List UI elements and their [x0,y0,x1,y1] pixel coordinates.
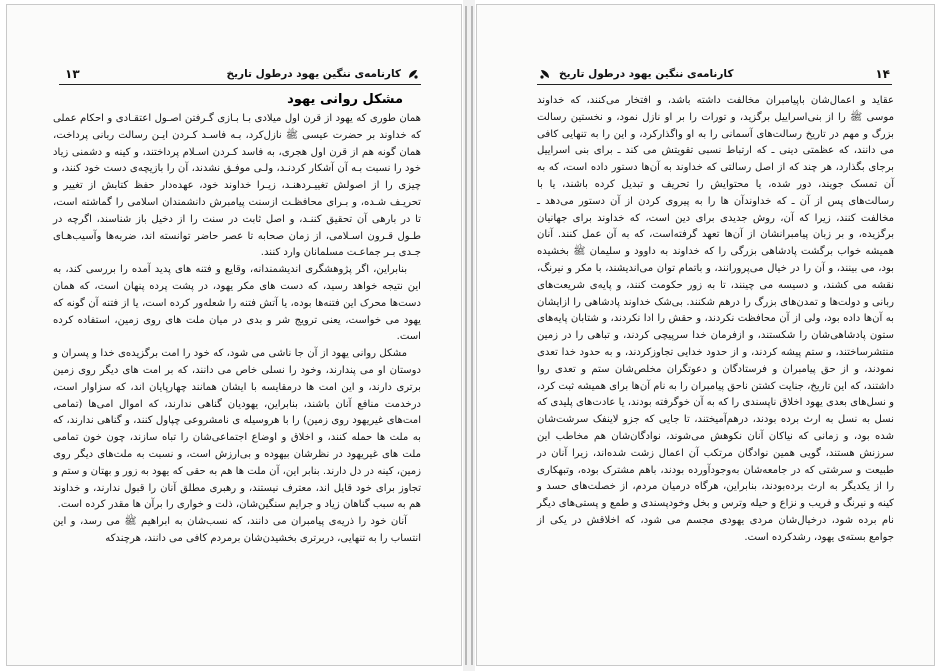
paragraph: عقاید و اعمال‌شان باپیامبران مخالفت داشته باشد، و افتخار می‌کنند، که خداوند موسی ﷺ را از بنی‌اسراییل برگزید، و تورات را بر او نازل نمود، و نخستین رسالت بزرگ و مهم در تاریخ رسالت‌های آسمانی را به او واگذارکرد، و این را به تنهایی کافی می دانند، که عظمتی دینی ـ که ارتباط نسبی تقویتش می کند ـ برای بنی اسراییل برجای بگذارد، هر چند که از اصل رسالتی که خداوند به آن‌ها دستور داده است، که به آن تمسک جویند، دور شده، یا محتوایش را تحریف و تبدیل کرده باشند، یا با رسالت‌های پس از آن ـ که خداوند‌آن ها را به پیروی کردن از آن دستور می‌دهد ـ مخالفت کنند، زیرا که آن، روش جدیدی برای دین است، که خداوند برای جهانیان برگزیده، و بر زبان پیامبرانشان از آن‌ها تعهد گرفته‌است، که به آن عمل کنند. آنان همیشه خواب برگشت پادشاهی بزرگی را که خداوند به داوود و سلیمان ﷺ بخشیده بود، می بینند، و آن را در خیال می‌پرورانند، و باتمام توان می‌اندیشند، با مکر و نیرنگ، نقشه می کشند، و دسیسه می چینند، تا به زور حکومت کنند، و پایه‌ی شریعت‌های ربانی و دولت‌ها و تمدن‌های بزرگ را درهم شکنند. بی‌شک خداوند پادشاهی را ازایشان به آن‌ها داده بود، ولی از آن محافظت نکردند، و حقش را ادا نکردند، و شتابان پایه‌های ستون پادشاهی‌شان را شکستند، و ازفرمان خدا سرپیچی کردند، و تباهی را در زمین منتشرساختند، و ستم پیشه کردند، و از حدود خدایی تجاوزکردند، و به حدود خدا تعدی نمودند، و از حق پیامبران و فرستادگان و دعوتگران مخلص‌شان ستم و تعدی روا داشتند، که این تاریخ، جنایت کشتن ناحق پیامبران را به نام آن‌ها برای همیشه ثبت کرد، و نسل‌های بعدی یهود اخلاق ناپسندی را که به آن خوگرفته بودند، یا عادت‌های پلیدی که نسل به نسل به ارث برده بودند، درهم‌آمیختند، تا جایی که جزو لاینفک سرشت‌شان شده بود، و زمانی که نیاکان آنان نکوهش می‌شوند، نوادگان‌شان هم مخاطب این سرزنش هستند، گویی همین نوادگان مرتکب آن اعمال زشت شده‌اند، زیرا آنان در طبیعت و سرشتی که در جامعه‌شان به‌وجودآورده بودند، باهم مشترک بوده، وتبهکاری را از یکدیگر به ارث برده‌بودند، بنابراین، هرگاه درمیان مردم، از خصلت‌های حسد و کینه و نیرنگ و فریب و نزاع و حیله وترس و بخل وخودپسندی و طمع و پستی‌های دیگر نام برده شود، درخیال‌شان مردی یهودی مجسم می شود، که اخلاقش در یکی از جوامع بسته‌ی یهود، رشدکرده است. [537,95,894,543]
header-rule [59,84,421,85]
left-running-title: کارنامه‌ی ننگین یهود درطول تاریخ [226,68,401,80]
left-page-header [59,67,421,85]
page-edge [471,6,473,665]
left-body-text [53,89,421,548]
right-running-title: کارنامه‌ی ننگین یهود درطول تاریخ [559,68,734,80]
right-page-number: ۱۴ [875,67,890,81]
page-edge [465,6,467,665]
right-page [476,4,935,666]
paragraph: آنان خود را ذریه‌ی پیامبران می دانند، که نسب‌شان به ابراهیم ﷺ می رسد، و این انتساب را به تنهایی، دربرتری بخشیدن‌شان برمردم کافی می دانند، هرچندکه [53,516,421,544]
paragraph: همان طوری که یهود از قرن اول میلادی بـا بـازی گـرفتن اصـول اعتقـادی و احکام عملی که خداوند بر حضرت عیسی ﷺ نازل‌کرد، بـه فاسـد کـردن ایـن رسالت ربانی پرداخت، همان گونه هم از قرن اول هجری، به فاسد کـردن اسـلام پرداختند، و کینه و دشمنی زیاد خود را نسبت بـه آن آشکار کردنـد، ولـی موفـق نشدند، آن را بازیچه‌ی دست خود کنند، و چیزی را از اصولش تغییـردهنـد، زیـرا خداوند خود، عهده‌دار حفظ کتابش از تغییر و تحریـف شـده، و بـرای محافظـت ازسنت پیامبرش دانشمندان اسلامی را گماشته است، تا در بارهی آن تحقیق کننـد، و اصل ثابت در سنت را از دخیل باز شناسند، اگرچه در طـول قـرون اسـلامی، از زمان صحابه تا عصر حاضر توانسته اند، ضربه‌ها وآسیب‌هـای جـدی بـر جماعـت مسلمانان وارد کنند. [53,113,421,259]
left-page [6,4,462,666]
left-page-number: ۱۳ [65,67,80,81]
right-body-text [537,93,894,547]
paragraph: مشکل روانی یهود از آن جا ناشی می شود، که خود را امت برگزیده‌ی خدا و پسران و دوستان او می پندارند، وخود را نسلی خاص می دانند، که بر امت های دیگر روی زمین برتری دارند، و این امت ها درمقایسه با ایشان همانند چهارپایان اند، که سزاوار است، درخدمت منافع آنان باشند، بنابراین، یهودیان گناهی ندارند، که اموال امی‌ها (تمامی امت‌های غیریهود روی زمین) را با هروسیله ی نامشروعی چپاول کنند، و گناهی ندارند، که به ملت ها حمله کنند، و اخلاق و اوضاع اجتماعی‌شان را تباه سازند، چون خون تمامی ملت های غیریهود در نظرشان بیهوده و بی‌ارزش است، و نسبت به ملت‌های دیگر روی زمین، کینه در دل دارند. بنابر این، آن ملت ها هم به حقی که یهود به زور و بهتان و ستم و تجاوز برای خود قایل اند، معترف نیستند، و رهبری مطلق آنان را قبول ندارند، و خداوند هم به سبب گناهان زیاد و جرایم سنگین‌شان، ذلت و خواری را برآن ها مقدر کرده است. [53,348,421,511]
header-rule [537,84,892,85]
book-gutter [463,0,475,671]
right-page-header [537,67,892,85]
paragraph: بنابراین، اگر پژوهشگری اندیشمندانه، وقایع و فتنه های پدید آمده را بررسی کند، به این نتیجه خواهد رسید، که دست های مکر یهود، در پشت پرده پنهان است، که همان دست‌ها محرک این فتنه‌ها بوده، یا آتش فتنه را شعله‌ور کرده است، یا از فتنه آن گونه که یهود می خواست، یعنی ترویج شر و بدی در میان ملت های روی زمین، استفاده کرده است. [53,264,421,343]
section-title: مشکل روانی یهود [287,92,403,107]
fleuron-icon [539,68,551,80]
fleuron-icon [407,68,419,80]
